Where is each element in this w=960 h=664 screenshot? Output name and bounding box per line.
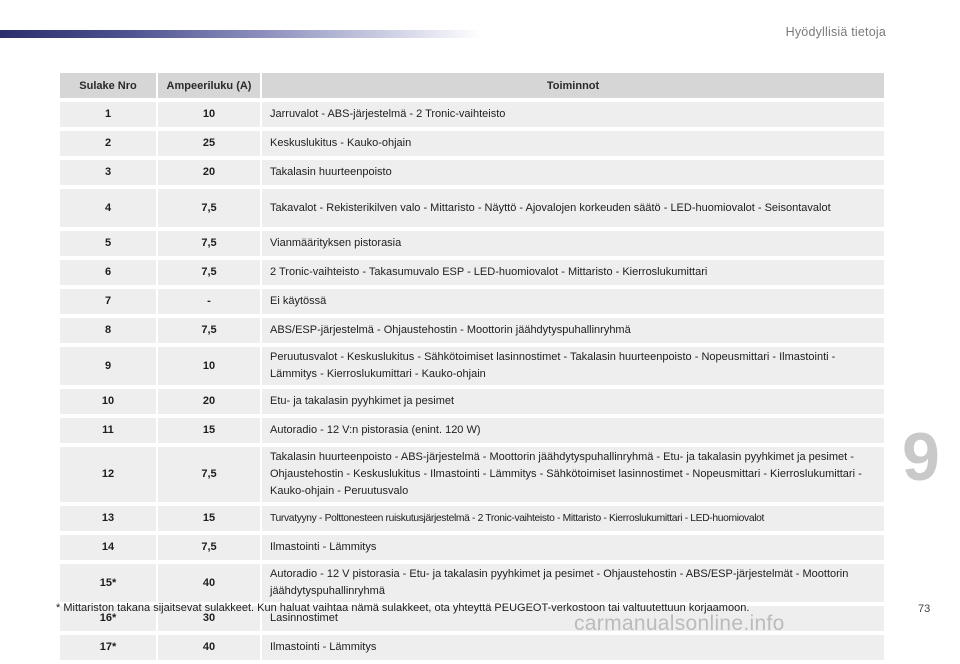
- table-row: [60, 189, 884, 227]
- fuse-number-cell: 17*: [60, 635, 156, 660]
- amperage-cell: 30: [158, 606, 260, 631]
- functions-cell: Lasinnostimet: [262, 606, 884, 631]
- fuse-number-cell: 10: [60, 389, 156, 414]
- functions-cell: Takalasin huurteenpoisto: [262, 160, 884, 185]
- watermark-text: carmanualsonline.info: [574, 612, 785, 635]
- fuse-number-cell: 15*: [60, 564, 156, 602]
- fuse-number-cell: 2: [60, 131, 156, 156]
- section-title: Hyödyllisiä tietoja: [785, 25, 886, 39]
- fuse-number-cell: 16*: [60, 606, 156, 631]
- table-row: [60, 447, 884, 502]
- functions-cell: Etu- ja takalasin pyyhkimet ja pesimet: [262, 389, 884, 414]
- amperage-cell: 25: [158, 131, 260, 156]
- fuse-number-cell: 11: [60, 418, 156, 443]
- chapter-number: 9: [902, 419, 940, 495]
- table-row: [60, 318, 884, 343]
- column-header-amperage: Ampeeriluku (A): [158, 73, 260, 98]
- amperage-cell: 7,5: [158, 189, 260, 227]
- fuse-number-cell: 7: [60, 289, 156, 314]
- functions-cell: Peruutusvalot - Keskuslukitus - Sähkötoimiset lasinnostimet - Takalasin huurteenpoisto - Nopeusmittari - Ilmastointi - Lämmitys - Kierroslukumittari - Kauko-ohjain: [262, 347, 884, 385]
- amperage-cell: 7,5: [158, 318, 260, 343]
- functions-cell: Vianmäärityksen pistorasia: [262, 231, 884, 256]
- fuse-number-cell: 6: [60, 260, 156, 285]
- footnote: * Mittariston takana sijaitsevat sulakkeet. Kun haluat vaihtaa nämä sulakkeet, ota yhteyttä PEUGEOT-verkostoon tai valtuutettuun korjaamoon.: [56, 602, 750, 614]
- fuse-number-cell: 12: [60, 447, 156, 502]
- table-row: [60, 160, 884, 185]
- table-row: [60, 535, 884, 560]
- column-header-functions: Toiminnot: [262, 73, 884, 98]
- amperage-cell: 10: [158, 102, 260, 127]
- table-header-row: [60, 73, 884, 98]
- table-row: [60, 347, 884, 385]
- fuse-number-cell: 13: [60, 506, 156, 531]
- functions-cell: Ei käytössä: [262, 289, 884, 314]
- table-row: [60, 231, 884, 256]
- fuse-number-cell: 1: [60, 102, 156, 127]
- functions-cell: Turvatyyny - Polttonesteen ruiskutusjärjestelmä - 2 Tronic-vaihteisto - Mittaristo - Kierroslukumittari - LED-huomiovalot: [262, 506, 884, 531]
- amperage-cell: 7,5: [158, 231, 260, 256]
- amperage-cell: 15: [158, 506, 260, 531]
- fuse-table: [58, 69, 886, 664]
- amperage-cell: 15: [158, 418, 260, 443]
- column-header-fuse-number: Sulake Nro: [60, 73, 156, 98]
- fuse-number-cell: 5: [60, 231, 156, 256]
- amperage-cell: 20: [158, 160, 260, 185]
- amperage-cell: 7,5: [158, 535, 260, 560]
- fuse-number-cell: 9: [60, 347, 156, 385]
- functions-cell: Takavalot - Rekisterikilven valo - Mittaristo - Näyttö - Ajovalojen korkeuden säätö - LED-huomiovalot - Seisontavalot: [262, 189, 884, 227]
- table-row: [60, 389, 884, 414]
- functions-cell: Jarruvalot - ABS-järjestelmä - 2 Tronic-vaihteisto: [262, 102, 884, 127]
- amperage-cell: 10: [158, 347, 260, 385]
- table-row: [60, 289, 884, 314]
- functions-cell: Keskuslukitus - Kauko-ohjain: [262, 131, 884, 156]
- amperage-cell: 20: [158, 389, 260, 414]
- amperage-cell: 40: [158, 564, 260, 602]
- functions-cell: Ilmastointi - Lämmitys: [262, 535, 884, 560]
- amperage-cell: 40: [158, 635, 260, 660]
- amperage-cell: -: [158, 289, 260, 314]
- header-accent-bar: [0, 30, 480, 38]
- page-number: 73: [918, 603, 931, 615]
- functions-cell: Autoradio - 12 V pistorasia - Etu- ja takalasin pyyhkimet ja pesimet - Ohjaustehostin - ABS/ESP-järjestelmät - Moottorin jäähdytyspuhallinryhmä: [262, 564, 884, 602]
- fuse-number-cell: 4: [60, 189, 156, 227]
- fuse-number-cell: 8: [60, 318, 156, 343]
- table-row: [60, 564, 884, 602]
- table-row: [60, 260, 884, 285]
- fuse-number-cell: 3: [60, 160, 156, 185]
- amperage-cell: 7,5: [158, 260, 260, 285]
- amperage-cell: 7,5: [158, 447, 260, 502]
- functions-cell: 2 Tronic-vaihteisto - Takasumuvalo ESP - LED-huomiovalot - Mittaristo - Kierroslukumittari: [262, 260, 884, 285]
- table-row: [60, 506, 884, 531]
- fuse-number-cell: 14: [60, 535, 156, 560]
- functions-cell: Autoradio - 12 V:n pistorasia (enint. 120 W): [262, 418, 884, 443]
- functions-cell: Ilmastointi - Lämmitys: [262, 635, 884, 660]
- table-row: [60, 131, 884, 156]
- table-row: [60, 418, 884, 443]
- table-row: [60, 102, 884, 127]
- functions-cell: Takalasin huurteenpoisto - ABS-järjestelmä - Moottorin jäähdytyspuhallinryhmä - Etu- ja takalasin pyyhkimet ja pesimet - Ohjaustehostin - Keskuslukitus - Ilmastointi - Lämmitys - Sähkötoimiset lasinnostimet - Nopeusmittari - Kierroslukumittari - Kauko-ohjain - Peruutusvalo: [262, 447, 884, 502]
- table-row: [60, 635, 884, 660]
- functions-cell: ABS/ESP-järjestelmä - Ohjaustehostin - Moottorin jäähdytyspuhallinryhmä: [262, 318, 884, 343]
